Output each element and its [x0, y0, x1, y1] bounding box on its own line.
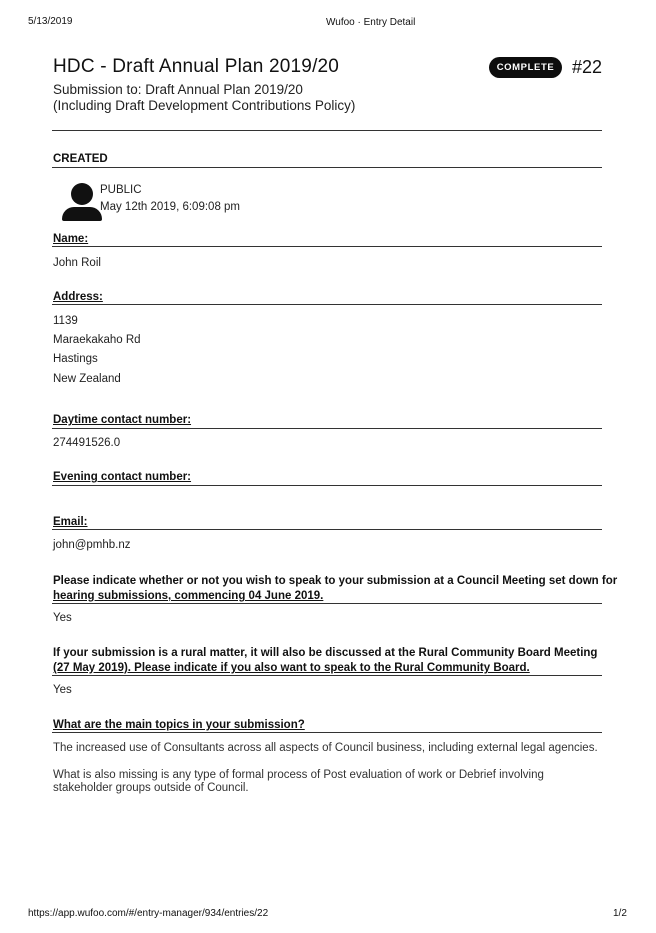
- speak-council-label-line2: hearing submissions, commencing 04 June 2019.: [53, 590, 324, 602]
- form-title: HDC - Draft Annual Plan 2019/20: [53, 56, 340, 77]
- address-line: Hastings: [53, 353, 98, 365]
- print-page-title: Wufoo · Entry Detail: [326, 17, 416, 28]
- status-badge: COMPLETE: [489, 57, 562, 78]
- rural-label-line2: (27 May 2019). Please indicate if you also want to speak to the Rural Community Board.: [53, 662, 530, 674]
- created-label: CREATED: [53, 153, 108, 165]
- created-divider: [52, 167, 602, 168]
- daytime-divider: [52, 428, 602, 429]
- topics-paragraph-1: The increased use of Consultants across all aspects of Council business, including external legal agencies.: [53, 742, 598, 754]
- address-label: Address:: [53, 291, 103, 303]
- evening-divider: [52, 485, 602, 486]
- rural-value: Yes: [53, 684, 72, 696]
- email-divider: [52, 529, 602, 530]
- speak-council-divider: [52, 603, 602, 604]
- policy-note: (Including Draft Development Contributions Policy): [53, 98, 356, 113]
- speak-council-value: Yes: [53, 612, 72, 624]
- address-divider: [52, 304, 602, 305]
- print-page-number: 1/2: [613, 908, 627, 919]
- name-value: John Roil: [53, 257, 101, 269]
- topics-paragraph-2-line2: stakeholder groups outside of Council.: [53, 782, 249, 794]
- created-user: PUBLIC: [100, 184, 142, 196]
- address-line: 1139: [53, 315, 78, 327]
- evening-label: Evening contact number:: [53, 471, 192, 483]
- title-divider: [52, 130, 602, 131]
- rural-divider: [52, 675, 602, 676]
- topics-paragraph-2-line1: What is also missing is any type of formal process of Post evaluation of work or Debrief involving: [53, 769, 544, 781]
- address-line: Maraekakaho Rd: [53, 334, 141, 346]
- daytime-value: 274491526.0: [53, 437, 121, 449]
- email-label: Email:: [53, 516, 88, 528]
- print-url: https://app.wufoo.com/#/entry-manager/934/entries/22: [28, 908, 269, 919]
- address-line: New Zealand: [53, 373, 121, 385]
- daytime-label: Daytime contact number:: [53, 414, 192, 426]
- email-value: john@pmhb.nz: [53, 539, 131, 551]
- name-divider: [52, 246, 602, 247]
- person-icon: [62, 183, 102, 221]
- name-label: Name:: [53, 233, 89, 245]
- entry-number: #22: [572, 57, 603, 77]
- topics-label: What are the main topics in your submission?: [53, 719, 305, 731]
- print-date: 5/13/2019: [28, 16, 73, 27]
- created-timestamp: May 12th 2019, 6:09:08 pm: [100, 201, 241, 213]
- rural-label-line1: If your submission is a rural matter, it will also be discussed at the Rural Community Board Meeting: [53, 647, 598, 659]
- speak-council-label-line1: Please indicate whether or not you wish to speak to your submission at a Council Meeting set down for: [53, 575, 618, 587]
- submission-to: Submission to: Draft Annual Plan 2019/20: [53, 82, 303, 97]
- topics-divider: [52, 732, 602, 733]
